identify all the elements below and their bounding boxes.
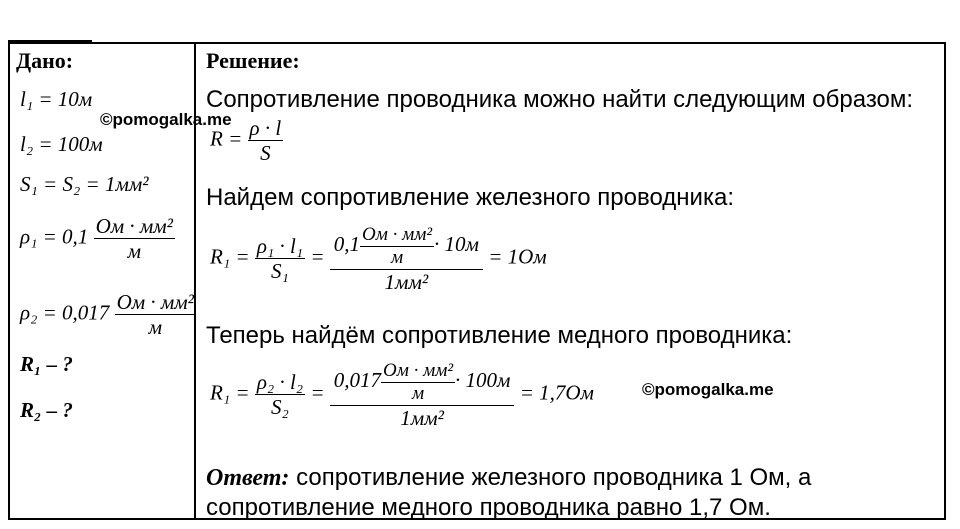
iron-lhs: R₁ = (210, 244, 250, 269)
answer-label: Ответ: (206, 465, 290, 491)
copper-coef: 0,017 (333, 368, 381, 393)
answer-line-1 (206, 464, 811, 492)
copper-unit (381, 360, 455, 405)
copper-lhs: R₁ = (210, 380, 250, 405)
copper-text: Теперь найдём сопротивление медного проводника: (206, 322, 793, 349)
iron-value-den: 1мм² (384, 269, 429, 294)
iron-value-num (330, 224, 483, 270)
copper-unit-den: м (411, 382, 425, 404)
copper-value-den: 1мм² (400, 405, 444, 430)
given-rho1-unit-num: Ом · мм² (95, 214, 173, 238)
iron-formula-num: ρ₁ · l₁ (256, 234, 304, 259)
iron-value-fraction (330, 224, 483, 294)
copper-unit-num: Ом · мм² (383, 360, 454, 381)
iron-result: = 1Ом (488, 244, 547, 269)
given-rho1-unit (94, 214, 175, 263)
given-rho1 (20, 214, 175, 263)
given-find-r2: R₂ – ? (20, 398, 73, 422)
iron-formula-den: S₁ (271, 259, 289, 284)
given-rho1-left: ρ₁ = 0,1 (20, 224, 89, 249)
watermark-left: ©pomogalka.me (100, 110, 232, 129)
formula-left: R = (210, 126, 243, 151)
iron-coef: 0,1 (333, 232, 360, 257)
given-rho2-unit (115, 290, 196, 339)
iron-equation: R₁ = $\frac{\text{ρ₁ · l₁}}{\text{S₁}}$ = 0,1 $\frac{\text{Ом · мм²}}{м}$ · 10м 1мм² = 1Ом (210, 224, 547, 294)
given-header: Дано: (16, 48, 74, 73)
given-l1: l₁ = 10м (20, 87, 93, 111)
iron-length: · 10м (434, 232, 479, 257)
copper-equation: R₁ = $\frac{\text{ρ₂ · l₂}}{\text{S₂}}$ = 0,017 $\frac{\text{Ом · мм²}}{м}$ · 100м 1мм² = 1,7Ом (210, 360, 594, 430)
copper-result: = 1,7Ом (519, 380, 594, 405)
solution-header: Решение: (206, 48, 300, 73)
given-rho2-unit-num: Ом · мм² (116, 290, 194, 314)
formula-fraction (248, 116, 284, 165)
copper-formula-den: S₂ (271, 395, 289, 420)
iron-unit-num: Ом · мм² (362, 224, 433, 245)
iron-unit (360, 224, 434, 269)
given-l2: l₂ = 100м (20, 132, 103, 156)
given-rho2-left: ρ₂ = 0,017 (20, 300, 110, 325)
top-border-fragment (8, 40, 92, 42)
given-rho2-unit-den: м (148, 315, 162, 340)
copper-length: · 100м (455, 368, 511, 393)
watermark-right: ©pomogalka.me (642, 380, 774, 399)
iron-unit-den: м (390, 246, 404, 268)
given-rho2 (20, 290, 196, 339)
copper-value-num (330, 360, 515, 406)
resistance-formula (210, 116, 283, 165)
given-area: S₁ = S₂ = 1мм² (20, 172, 149, 196)
given-find-r1: R₁ – ? (20, 352, 73, 376)
copper-value-fraction (330, 360, 515, 430)
iron-formula-fraction (255, 234, 305, 283)
answer-text-1: сопротивление железного проводника 1 Ом, а (289, 464, 812, 491)
copper-formula-fraction (255, 370, 305, 419)
answer-line-2: сопротивление медного проводника равно 1,7 Ом. (206, 494, 771, 521)
copper-formula-num: ρ₂ · l₂ (256, 370, 304, 395)
iron-text: Найдем сопротивление железного проводника: (206, 184, 734, 211)
given-rho1-unit-den: м (127, 239, 141, 264)
formula-num: ρ · l (249, 116, 282, 140)
formula-den: S (260, 141, 271, 166)
solution-intro: Сопротивление проводника можно найти следующим образом: (206, 86, 914, 113)
